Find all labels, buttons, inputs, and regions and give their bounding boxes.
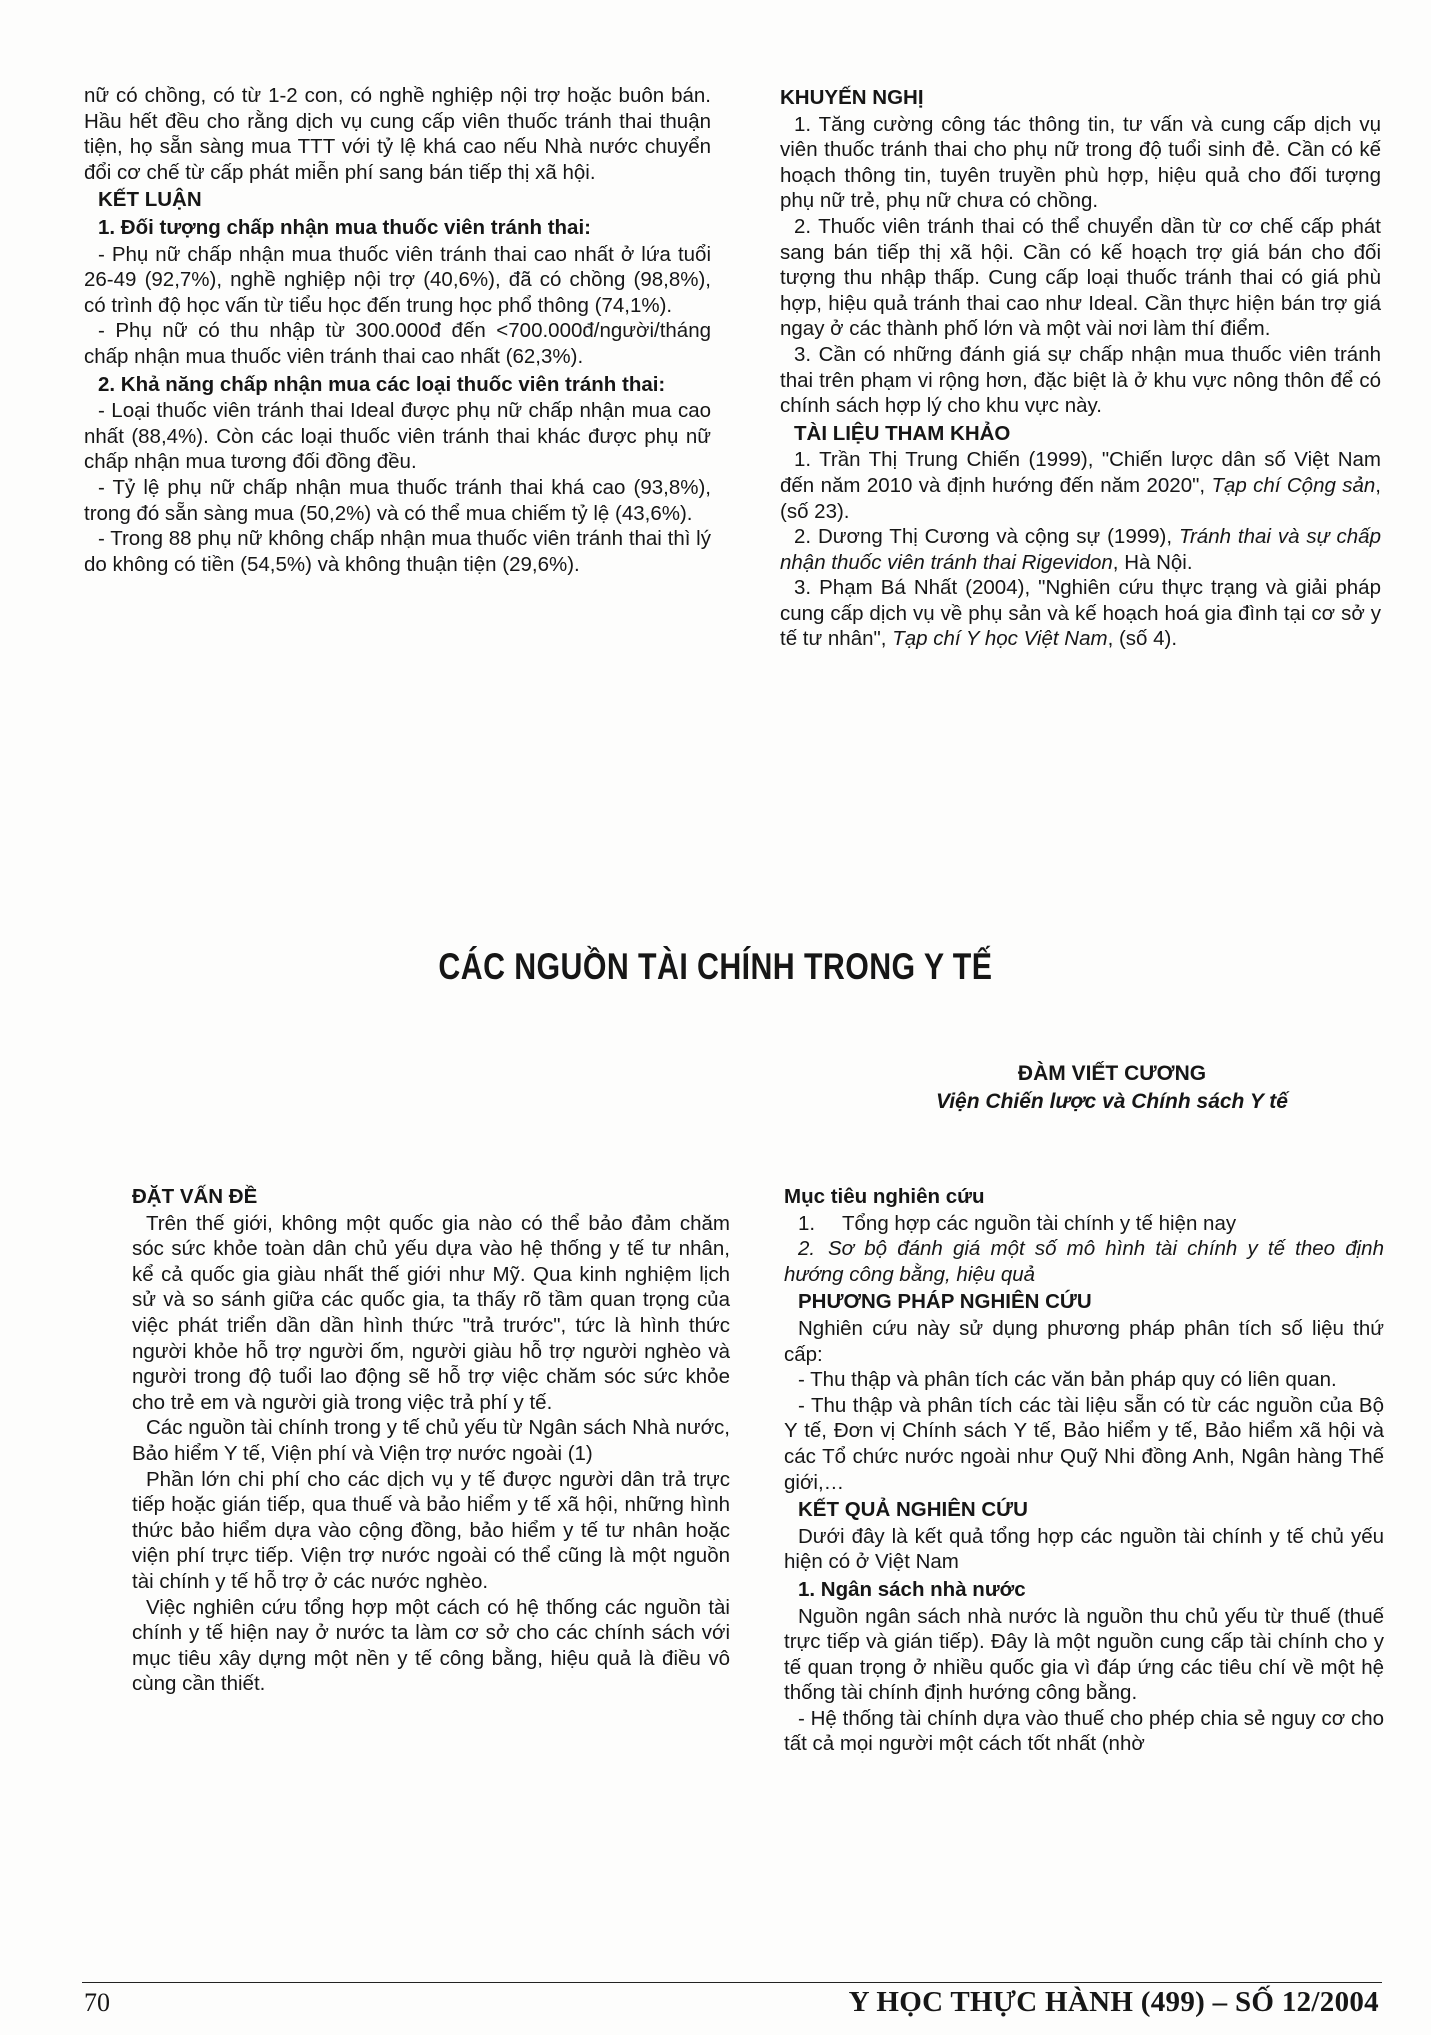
reference-text: 3. Phạm Bá Nhất (2004), "Nghiên cứu thực trạng và giải pháp cung cấp dịch vụ về phụ sản và kế hoạch hoá gia đình tại cơ sở y tế tư nhân", [780, 576, 1381, 651]
reference-item [780, 447, 1381, 524]
body-paragraph: Nghiên cứu này sử dụng phương pháp phân tích số liệu thứ cấp: [784, 1316, 1384, 1366]
reference-tail: , (số 23). [780, 473, 1381, 523]
objective-text: Sơ bộ đánh giá một số mô hình tài chính y tế theo định hướng công bằng, hiệu quả [784, 1237, 1384, 1286]
author-block [862, 1060, 1362, 1116]
objective-number: 1. [798, 1211, 816, 1235]
budget-subheading: 1. Ngân sách nhà nước [798, 1577, 1026, 1601]
reference-text: 1. Trần Thị Trung Chiến (1999), "Chiến lược dân số Việt Nam đến năm 2010 và định hướng đến năm 2020", [780, 448, 1381, 497]
objectives-heading: Mục tiêu nghiên cứu [784, 1185, 985, 1208]
recommendation-heading: KHUYẾN NGHỊ [780, 86, 924, 109]
references-heading: TÀI LIỆU THAM KHẢO [794, 421, 1011, 445]
conclusion-subheading-1: 1. Đối tượng chấp nhận mua thuốc viên tránh thai: [98, 215, 591, 239]
footer-rule [82, 1982, 1382, 1983]
body-paragraph: Nguồn ngân sách nhà nước là nguồn thu chủ yếu từ thuế (thuế trực tiếp và gián tiếp). Đây là một nguồn cung cấp tài chính cho y tế quan trọng ở nhiều quốc gia vì đáp ứng các tiêu chí về một hệ thống tài chính định hướng công bằng. [784, 1604, 1384, 1705]
author-affiliation: Viện Chiến lược và Chính sách Y tế [936, 1090, 1288, 1113]
body-paragraph: - Thu thập và phân tích các văn bản pháp quy có liên quan. [798, 1368, 1337, 1392]
objective-item [784, 1211, 1384, 1237]
reference-text: 2. Dương Thị Cương và cộng sự (1999), [794, 525, 1179, 549]
body-paragraph: Việc nghiên cứu tổng hợp một cách có hệ thống các nguồn tài chính y tế hiện nay ở nước ta làm cơ sở cho các chính sách với mục tiêu xây dựng một nền y tế công bằng, hiệu quả là điều vô cùng cần thiết. [132, 1595, 730, 1696]
reference-title: Tránh thai và sự chấp nhận thuốc viên tránh thai Rigevidon [780, 525, 1381, 574]
conclusion-paragraph: - Tỷ lệ phụ nữ chấp nhận mua thuốc tránh thai khá cao (93,8%), trong đó sẵn sàng mua (50,2%) và có thể mua chiếm tỷ lệ (43,6%). [84, 475, 711, 525]
conclusion-subheading-2: 2. Khả năng chấp nhận mua các loại thuốc viên tránh thai: [98, 372, 666, 396]
previous-article-right-column [780, 83, 1381, 652]
conclusion-paragraph: - Loại thuốc viên tránh thai Ideal được phụ nữ chấp nhận mua cao nhất (88,4%). Còn các loại thuốc viên tránh thai khác được phụ nữ chấp nhận mua tương đối đồng đều. [84, 399, 711, 474]
body-paragraph: Phần lớn chi phí cho các dịch vụ y tế được người dân trả trực tiếp hoặc gián tiếp, qua thuế và bảo hiểm y tế xã hội, những hình thức bảo hiểm dựa vào cộng đồng, bảo hiểm y tế tư nhân hoặc viện phí trực tiếp. Viện trợ nước ngoài có thể cũng là một nguồn tài chính y tế hỗ trợ ở các nước nghèo. [132, 1467, 730, 1593]
objective-text: Tổng hợp các nguồn tài chính y tế hiện nay [842, 1211, 1237, 1235]
continued-paragraph: nữ có chồng, có từ 1-2 con, có nghề nghiệp nội trợ hoặc buôn bán. Hầu hết đều cho rằng dịch vụ cung cấp viên thuốc tránh thai thuận tiện, họ sẵn sàng mua TTT với tỷ lệ khá cao nếu Nhà nước chuyển đổi cơ chế từ cấp phát miễn phí sang bán tiếp thị xã hội. [84, 84, 711, 184]
reference-tail: , Hà Nội. [1112, 550, 1193, 574]
body-paragraph: - Hệ thống tài chính dựa vào thuế cho phép chia sẻ nguy cơ cho tất cả mọi người một cách tốt nhất (nhờ [784, 1706, 1384, 1756]
reference-tail: , (số 4). [1107, 627, 1178, 651]
results-heading: KẾT QUẢ NGHIÊN CỨU [798, 1498, 1028, 1522]
problem-heading: ĐẶT VẤN ĐỀ [132, 1185, 258, 1208]
reference-journal: Tạp chí Y học Việt Nam [892, 627, 1108, 651]
article-title: CÁC NGUỒN TÀI CHÍNH TRONG Y TẾ [438, 946, 993, 987]
recommendation-paragraph: 2. Thuốc viên tránh thai có thể chuyển dần từ cơ chế cấp phát sang bán tiếp thị xã hội. Cần có kế hoạch trợ giá bán cho đối tượng thu nhập thấp. Cung cấp loại thuốc tránh thai có giá phù hợp, hiệu quả tránh thai cao như Ideal. Cần thực hiện bán trợ giá ngay ở các thành phố lớn và một vài nơi làm thí điểm. [780, 214, 1381, 341]
reference-journal: Tạp chí Cộng sản [1211, 473, 1376, 497]
page-number: 70 [84, 1988, 110, 2017]
recommendation-paragraph: 3. Cần có những đánh giá sự chấp nhận mua thuốc viên tránh thai trên phạm vi rộng hơn, đặc biệt là ở khu vực nông thôn để có chính sách hợp lý cho khu vực này. [780, 342, 1381, 418]
article-right-column [784, 1182, 1384, 1757]
author-name: ĐÀM VIẾT CƯƠNG [1017, 1062, 1207, 1085]
conclusion-paragraph: - Phụ nữ có thu nhập từ 300.000đ đến <700.000đ/người/tháng chấp nhận mua thuốc viên tránh thai cao nhất (62,3%). [84, 319, 711, 368]
body-paragraph: Dưới đây là kết quả tổng hợp các nguồn tài chính y tế chủ yếu hiện có ở Việt Nam [784, 1524, 1384, 1574]
journal-issue: Y HỌC THỰC HÀNH (499) – SỐ 12/2004 [848, 1986, 1379, 2018]
conclusion-paragraph: - Phụ nữ chấp nhận mua thuốc viên tránh thai cao nhất ở lứa tuổi 26-49 (92,7%), nghề nghiệp nội trợ (40,6%), đã có chồng (98,8%), có trình độ học vấn từ tiểu học đến trung học phổ thông (74,1%). [84, 242, 711, 317]
recommendation-paragraph: 1. Tăng cường công tác thông tin, tư vấn và cung cấp dịch vụ viên thuốc tránh thai cho phụ nữ trong độ tuổi sinh đẻ. Cần có kế hoạch thông tin, tuyên truyền phù hợp, hiệu quả cho đối tượng phụ nữ trẻ, phụ nữ chưa có chồng. [780, 112, 1381, 213]
methods-heading: PHƯƠNG PHÁP NGHIÊN CỨU [798, 1290, 1092, 1314]
objective-item [784, 1236, 1384, 1287]
objective-number: 2. [798, 1237, 816, 1261]
previous-article-left-column [84, 83, 711, 577]
body-paragraph: Các nguồn tài chính trong y tế chủ yếu từ Ngân sách Nhà nước, Bảo hiểm Y tế, Viện phí và Viện trợ nước ngoài (1) [132, 1416, 730, 1465]
conclusion-paragraph: - Trong 88 phụ nữ không chấp nhận mua thuốc viên tránh thai thì lý do không có tiền (54,5%) và không thuận tiện (29,6%). [84, 527, 711, 576]
reference-item [780, 575, 1381, 652]
reference-item [780, 524, 1381, 575]
body-paragraph: - Thu thập và phân tích các tài liệu sẵn có từ các nguồn của Bộ Y tế, Đơn vị Chính sách Y tế, Bảo hiểm y tế, Bảo hiểm xã hội và các Tổ chức nước ngoài như Quỹ Nhi đồng Anh, Ngân hàng Thế giới,… [784, 1393, 1384, 1494]
conclusion-heading: KẾT LUẬN [98, 188, 202, 212]
body-paragraph: Trên thế giới, không một quốc gia nào có thể bảo đảm chăm sóc sức khỏe toàn dân chủ yếu dựa vào hệ thống y tế tư nhân, kể cả quốc gia giàu nhất thế giới như Mỹ. Qua kinh nghiệm lịch sử và so sánh giữa các quốc gia, ta thấy rõ tầm quan trọng của việc phát triển dần dần hình thức "trả trước", tức là hình thức người khỏe hỗ trợ người ốm, người giàu hỗ trợ người nghèo và người trong độ tuổi lao động sẽ hỗ trợ việc chăm sóc sức khỏe cho trẻ em và người già trong việc trả phí y tế. [132, 1211, 730, 1414]
article-left-column [132, 1182, 730, 1697]
